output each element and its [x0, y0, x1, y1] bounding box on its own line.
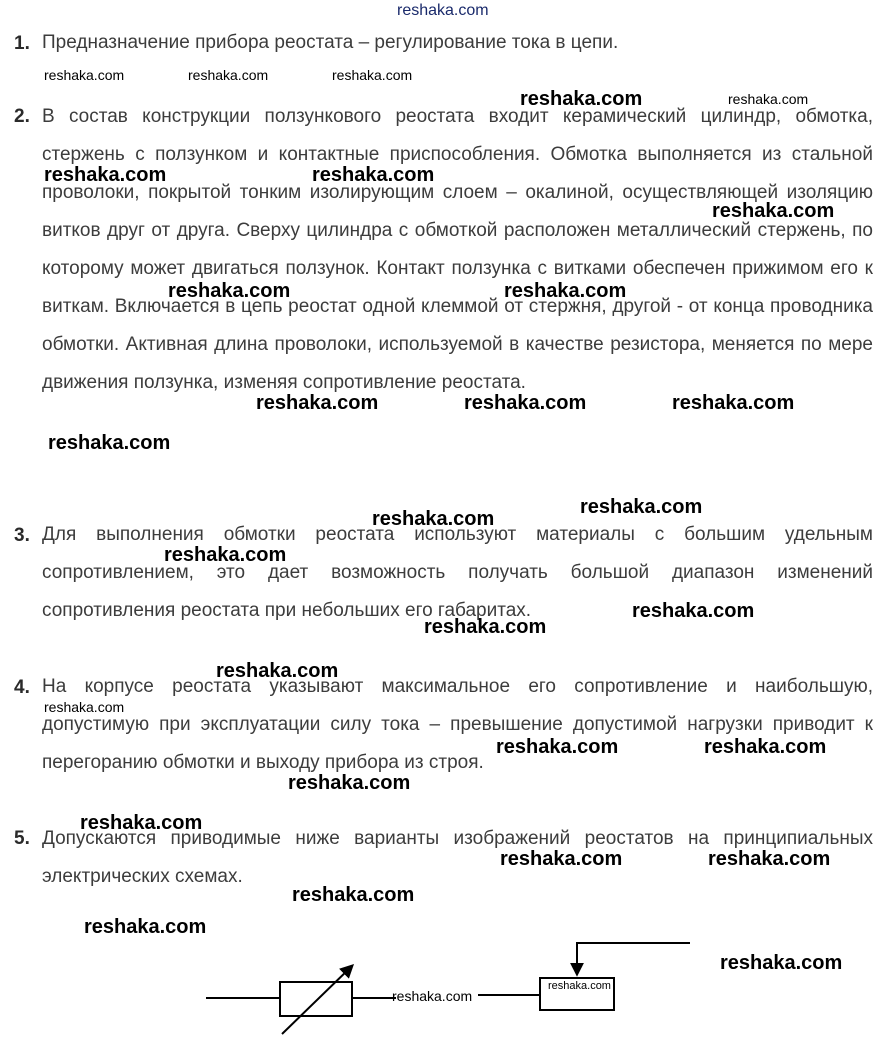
watermark: reshaka.com	[80, 812, 203, 834]
watermark: reshaka.com	[672, 392, 795, 414]
slider-rheostat-symbol	[478, 943, 690, 1010]
watermark: reshaka.com	[397, 2, 489, 19]
watermark: reshaka.com	[288, 772, 411, 794]
watermark: reshaka.com	[500, 848, 623, 870]
watermark: reshaka.com	[728, 91, 809, 107]
item-text: Для выполнения обмотки реостата используют материалы с большим удельным сопротивлением, это дает возможность получать большой диапазон изменений сопротивления реостата при небольших его габаритах.	[42, 524, 873, 621]
watermark: reshaka.com	[424, 616, 547, 638]
watermark: reshaka.com	[392, 988, 473, 1004]
watermark: reshaka.com	[720, 952, 843, 974]
watermark: reshaka.com	[312, 164, 435, 186]
watermark: reshaka.com	[372, 508, 495, 530]
watermark: reshaka.com	[464, 392, 587, 414]
watermark: reshaka.com	[188, 67, 269, 83]
watermark: reshaka.com	[256, 392, 379, 414]
watermark: reshaka.com	[44, 164, 167, 186]
variable-resistor-symbol	[206, 966, 396, 1034]
watermark: reshaka.com	[48, 432, 171, 454]
item-text: Предназначение прибора реостата – регулирование тока в цепи.	[42, 32, 619, 53]
watermark: reshaka.com	[216, 660, 339, 682]
item-text: Допускаются приводимые ниже варианты изображений реостатов на принципиальных электрических схемах.	[42, 828, 873, 887]
item-number: 3.	[14, 525, 30, 546]
watermark: reshaka.com	[332, 67, 413, 83]
item-number: 2.	[14, 106, 30, 127]
watermark: reshaka.com	[632, 600, 755, 622]
item-number: 4.	[14, 677, 30, 698]
watermark: reshaka.com	[496, 736, 619, 758]
watermark: reshaka.com	[548, 980, 611, 992]
watermark: reshaka.com	[708, 848, 831, 870]
watermark: reshaka.com	[44, 699, 125, 715]
item-text: На корпусе реостата указывают максимальное его сопротивление и наибольшую, допустимую при эксплуатации силу тока – превышение допустимой нагрузки приводит к перегоранию обмотки и выходу прибора из строя.	[42, 676, 873, 773]
watermark: reshaka.com	[164, 544, 287, 566]
watermark: reshaka.com	[580, 496, 703, 518]
item-text: В состав конструкции ползункового реостата входит керамический цилиндр, обмотка, стержень с ползунком и контактные приспособления. Обмотка выполняется из стальной проволоки, покрытой тонким изолирующим слоем – окалиной, осуществляющей изоляцию витков друг от друга. Сверху цилиндра с обмоткой расположен металлический стержень, по которому может двигаться ползунок. Контакт ползунка с витками обеспечен прижимом его к виткам. Включается в цепь реостат одной клеммой от стержня, другой - от конца проводника обмотки. Активная длина проволоки, используемой в качестве резистора, меняется по мере движения ползунка, изменяя сопротивление реостата.	[42, 106, 873, 393]
item-number: 5.	[14, 828, 30, 849]
item-number: 1.	[14, 33, 30, 54]
watermark: reshaka.com	[84, 916, 207, 938]
watermark: reshaka.com	[712, 200, 835, 222]
watermark: reshaka.com	[168, 280, 291, 302]
watermark: reshaka.com	[44, 67, 125, 83]
watermark: reshaka.com	[504, 280, 627, 302]
watermark: reshaka.com	[704, 736, 827, 758]
watermark: reshaka.com	[292, 884, 415, 906]
watermark: reshaka.com	[520, 88, 643, 110]
